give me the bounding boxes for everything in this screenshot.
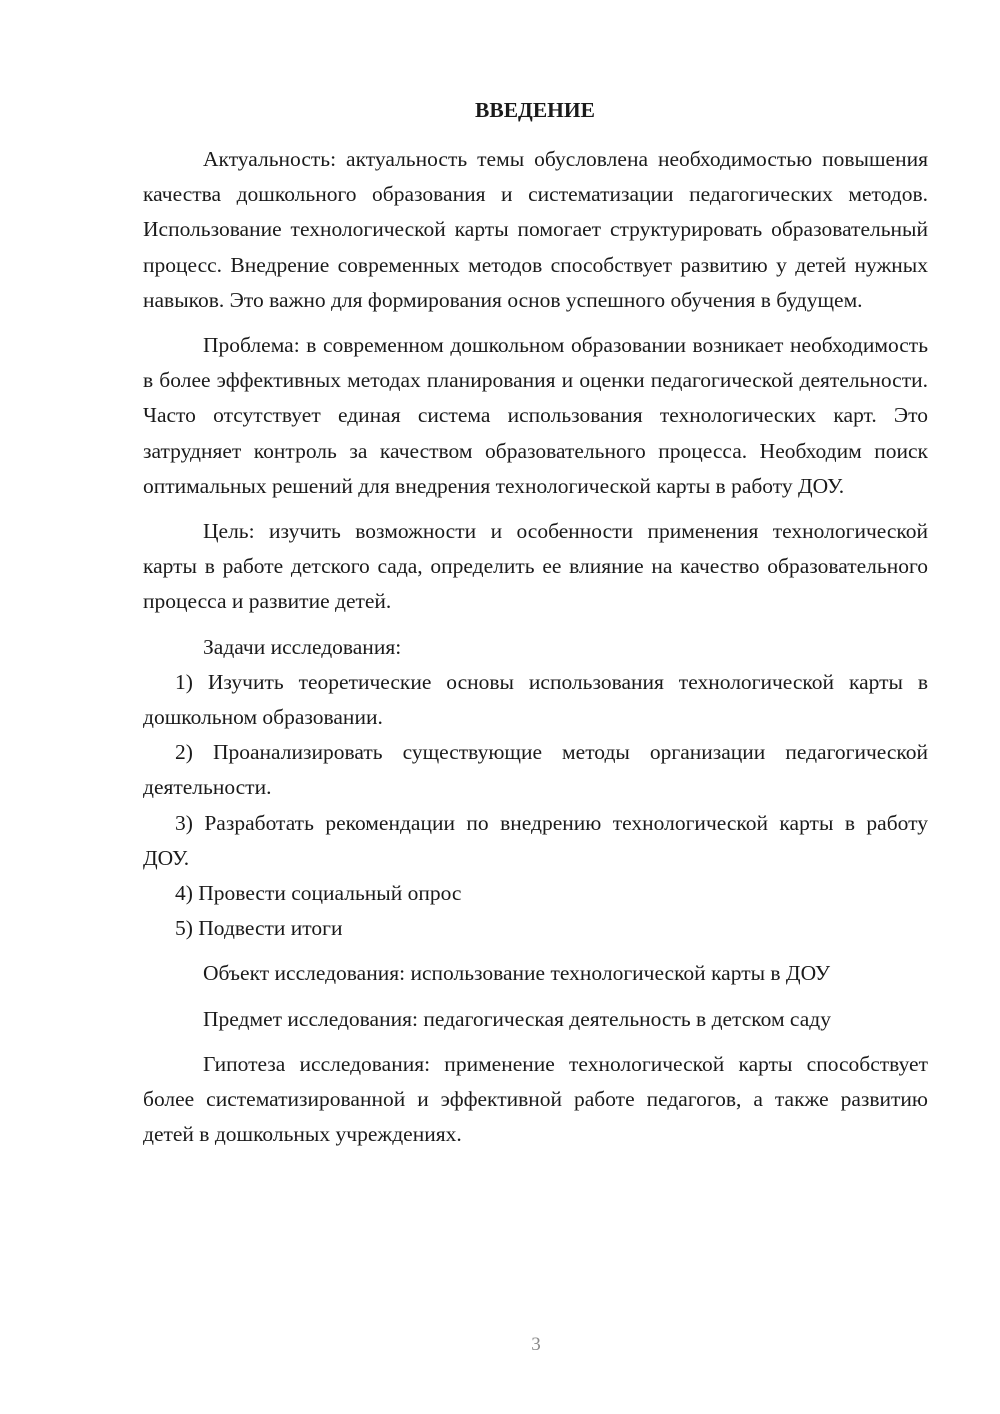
tasks-heading: Задачи исследования: xyxy=(203,634,402,659)
paragraph-relevance: Актуальность: актуальность темы обусловлена необходимостью повышения качества дошкольного образования и систематизации педагогических методов. Использование технологической карты помогает структурировать образовательный процесс. Внедрение современных методов способствует развитию у детей нужных навыков. Это важно для формирования основ успешного обучения в будущем. xyxy=(143,147,928,312)
task-item-5: 5) Подвести итоги xyxy=(175,916,343,941)
paragraph-subject: Предмет исследования: педагогическая деятельность в детском саду xyxy=(203,1006,831,1031)
task-item-1: 1) Изучить теоретические основы использования технологической карты в дошкольном образовании. xyxy=(143,669,928,730)
task-item-2: 2) Проанализировать существующие методы организации педагогической деятельности. xyxy=(143,740,928,800)
paragraph-object: Объект исследования: использование технологической карты в ДОУ xyxy=(203,961,831,986)
section-title: ВВЕДЕНИЕ xyxy=(475,98,595,122)
paragraph-goal: Цель: изучить возможности и особенности применения технологической карты в работе детского сада, определить ее влияние на качество образовательного процесса и развитие детей. xyxy=(143,519,928,614)
paragraph-hypothesis: Гипотеза исследования: применение технологической карты способствует более систематизированной и эффективной работе педагогов, а также развитию детей в дошкольных учреждениях. xyxy=(143,1051,928,1147)
task-item-4: 4) Провести социальный опрос xyxy=(175,881,462,906)
task-item-3: 3) Разработать рекомендации по внедрению технологической карты в работу ДОУ. xyxy=(143,810,928,870)
document-body xyxy=(143,142,928,1152)
page-number: 3 xyxy=(531,1334,541,1355)
paragraph-problem: Проблема: в современном дошкольном образовании возникает необходимость в более эффективных методах планирования и оценки педагогической деятельности. Часто отсутствует единая система использования технологических карт. Это затрудняет контроль за качеством образовательного процесса. Необходим поиск оптимальных решений для внедрения технологической карты в работу ДОУ. xyxy=(143,333,928,498)
